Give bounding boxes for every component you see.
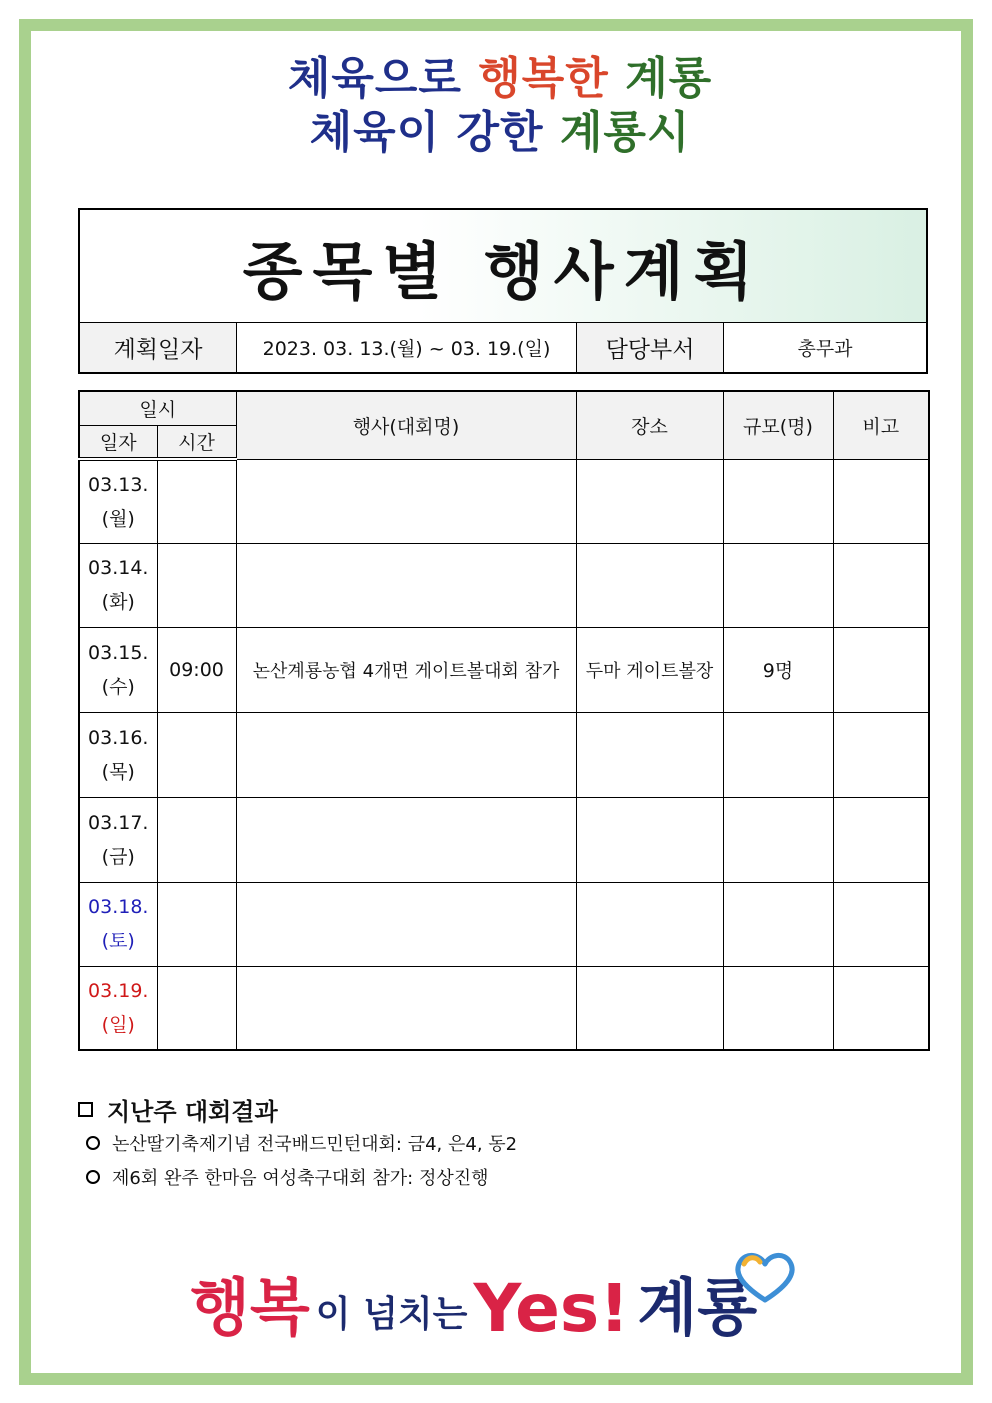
slogan-yes: Yes! [473, 1270, 630, 1347]
event-cell [236, 543, 576, 627]
page-title: 종목별 행사계획 [242, 234, 764, 308]
note-cell [833, 543, 929, 627]
row-date: 03.13. [88, 473, 149, 496]
time-cell [157, 543, 236, 627]
row-day: (수) [101, 675, 135, 698]
list-item [78, 1126, 878, 1160]
slogan-top [200, 52, 800, 160]
slogan-middle: 이 넘치는 [315, 1293, 468, 1335]
scale-cell [723, 966, 833, 1050]
slogan-line-2 [200, 106, 800, 160]
result-text: 논산딸기축제기념 전국배드민턴대회: 금4, 은4, 동2 [112, 1134, 518, 1155]
time-cell: 09:00 [157, 627, 236, 712]
place-cell [576, 712, 723, 797]
date-cell [79, 797, 157, 882]
date-cell-sunday [79, 966, 157, 1050]
scale-cell [723, 797, 833, 882]
slogan-word: 계룡시 [559, 107, 691, 158]
row-day: (목) [101, 760, 135, 783]
department-label: 담당부서 [577, 323, 724, 372]
header-scale: 규모(명) [723, 391, 833, 459]
table-row [79, 966, 929, 1050]
header-event: 행사(대회명) [236, 391, 576, 459]
row-date: 03.17. [88, 811, 149, 834]
table-row [79, 882, 929, 966]
row-date: 03.15. [88, 641, 149, 664]
time-cell [157, 882, 236, 966]
row-day: (화) [101, 591, 135, 613]
header-note: 비고 [833, 391, 929, 459]
meta-row [80, 323, 926, 372]
plan-date-label: 계획일자 [80, 323, 237, 372]
checkbox-icon [78, 1102, 93, 1117]
row-date: 03.19. [88, 979, 149, 1002]
place-cell: 두마 게이트볼장 [576, 627, 723, 712]
table-row [79, 543, 929, 627]
schedule-table [78, 390, 930, 1051]
slogan-word: 체육으로 [287, 53, 462, 104]
date-cell [79, 712, 157, 797]
title-box [78, 208, 928, 374]
place-cell [576, 543, 723, 627]
event-cell [236, 882, 576, 966]
table-row [79, 627, 929, 712]
event-cell [236, 966, 576, 1050]
results-heading [78, 1092, 878, 1126]
department-value: 총무과 [797, 338, 853, 360]
slogan-word: 체육이 강한 [309, 107, 544, 158]
slogan-city: 계룡 [637, 1271, 758, 1344]
note-cell [833, 712, 929, 797]
date-cell [79, 627, 157, 712]
header-datetime: 일시 [79, 391, 236, 425]
time-cell [157, 966, 236, 1050]
table-row [79, 459, 929, 543]
row-day: (토) [101, 930, 135, 952]
event-cell [236, 459, 576, 543]
row-date: 03.18. [88, 896, 149, 918]
slogan-line-1 [200, 52, 800, 106]
note-cell [833, 966, 929, 1050]
event-cell: 논산계룡농협 4개면 게이트볼대회 참가 [236, 627, 576, 712]
note-cell [833, 627, 929, 712]
plan-date-value: 2023. 03. 13.(월) ~ 03. 19.(일) [237, 323, 577, 372]
last-week-results [78, 1092, 878, 1194]
table-row [79, 712, 929, 797]
header-date: 일자 [79, 425, 157, 459]
row-date: 03.16. [88, 726, 149, 749]
row-day: (일) [101, 1013, 135, 1036]
scale-cell: 9명 [723, 627, 833, 712]
time-cell [157, 797, 236, 882]
place-cell [576, 797, 723, 882]
table-row [79, 797, 929, 882]
title-band [80, 210, 926, 323]
row-date: 03.14. [88, 557, 149, 579]
results-title: 지난주 대회결과 [107, 1097, 278, 1126]
circle-bullet-icon [86, 1136, 100, 1150]
list-item [78, 1160, 878, 1194]
date-cell [79, 543, 157, 627]
scale-cell [723, 543, 833, 627]
slogan-word: 행복한 [478, 53, 609, 104]
note-cell [833, 797, 929, 882]
slogan-happy: 행복 [190, 1271, 310, 1344]
event-cell [236, 712, 576, 797]
event-cell [236, 797, 576, 882]
slogan-bottom-logo [190, 1248, 810, 1348]
place-cell [576, 882, 723, 966]
row-day: (금) [101, 845, 135, 868]
time-cell [157, 459, 236, 543]
heart-icon [730, 1248, 800, 1308]
place-cell [576, 459, 723, 543]
time-cell [157, 712, 236, 797]
scale-cell [723, 712, 833, 797]
slogan-bottom-text [190, 1258, 757, 1347]
note-cell [833, 459, 929, 543]
date-cell [79, 459, 157, 543]
result-text: 제6회 완주 한마음 여성축구대회 참가: 정상진행 [112, 1168, 489, 1189]
scale-cell [723, 459, 833, 543]
scale-cell [723, 882, 833, 966]
date-cell-saturday [79, 882, 157, 966]
header-place: 장소 [576, 391, 723, 459]
row-day: (월) [101, 507, 135, 530]
header-time: 시간 [157, 425, 236, 459]
place-cell [576, 966, 723, 1050]
slogan-word: 계룡 [625, 53, 713, 104]
note-cell [833, 882, 929, 966]
circle-bullet-icon [86, 1170, 100, 1184]
